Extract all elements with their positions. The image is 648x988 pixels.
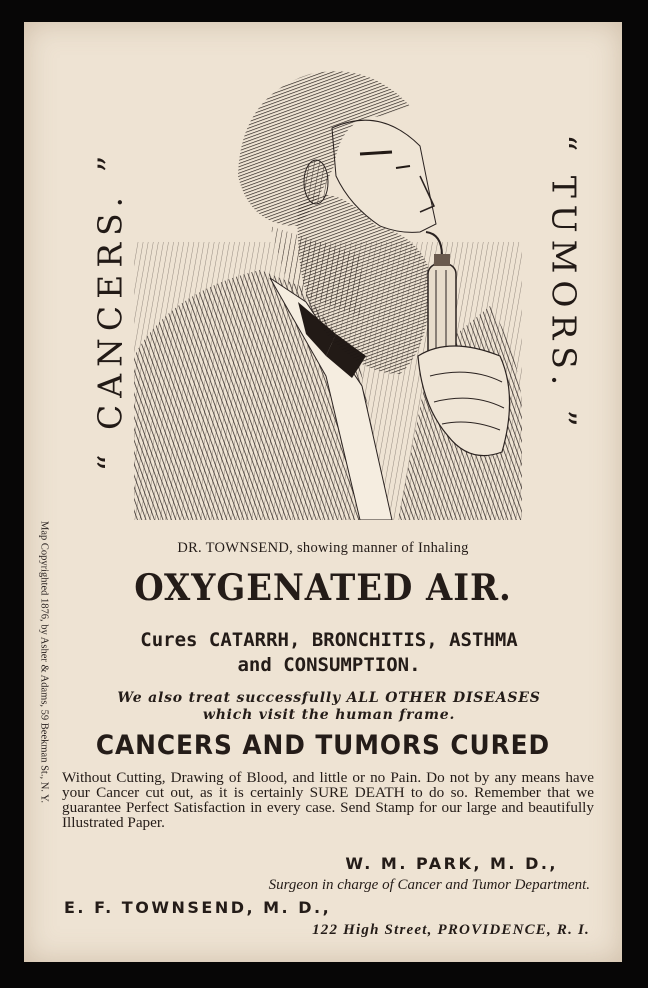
- trade-card: [24, 22, 622, 962]
- cures-line: and CONSUMPTION.: [237, 654, 421, 676]
- side-title-cancers: “ CANCERS. ”: [90, 148, 130, 472]
- side-title-tumors: “ TUMORS. ”: [544, 134, 584, 434]
- also-line: which visit the human frame.: [202, 707, 456, 723]
- cured-heading: CANCERS AND TUMORS CURED: [95, 730, 551, 761]
- also-line: We also treat successfully ALL OTHER DISEASES: [117, 690, 541, 706]
- townsend-name: E. F. TOWNSEND, M. D.,: [64, 898, 332, 917]
- illustration-caption: DR. TOWNSEND, showing manner of Inhaling: [177, 540, 469, 556]
- address: 122 High Street, PROVIDENCE, R. I.: [312, 922, 590, 938]
- copyright-notice: Map Copyrighted 1876, by Asher & Adams, 59 Beekman St., N. Y.: [38, 520, 50, 804]
- headline: OXYGENATED AIR.: [134, 567, 512, 609]
- bearded-man-inhaler-engraving: [130, 56, 526, 520]
- body-paragraph: Without Cutting, Drawing of Blood, and little or no Pain. Do not by any means have your Cancer cut out, as it is certainly SURE DEATH to do so. Remember that we guarantee Perfect Satisfaction in every case. Send Stamp for our large and beautifully Illustrated Paper.: [62, 769, 594, 831]
- park-name: W. M. PARK, M. D.,: [345, 854, 558, 873]
- cures-line: Cures CATARRH, BRONCHITIS, ASTHMA: [140, 629, 518, 651]
- cures-list: [62, 628, 596, 678]
- also-treat-note: [64, 690, 594, 724]
- park-role: Surgeon in charge of Cancer and Tumor Department.: [268, 877, 590, 893]
